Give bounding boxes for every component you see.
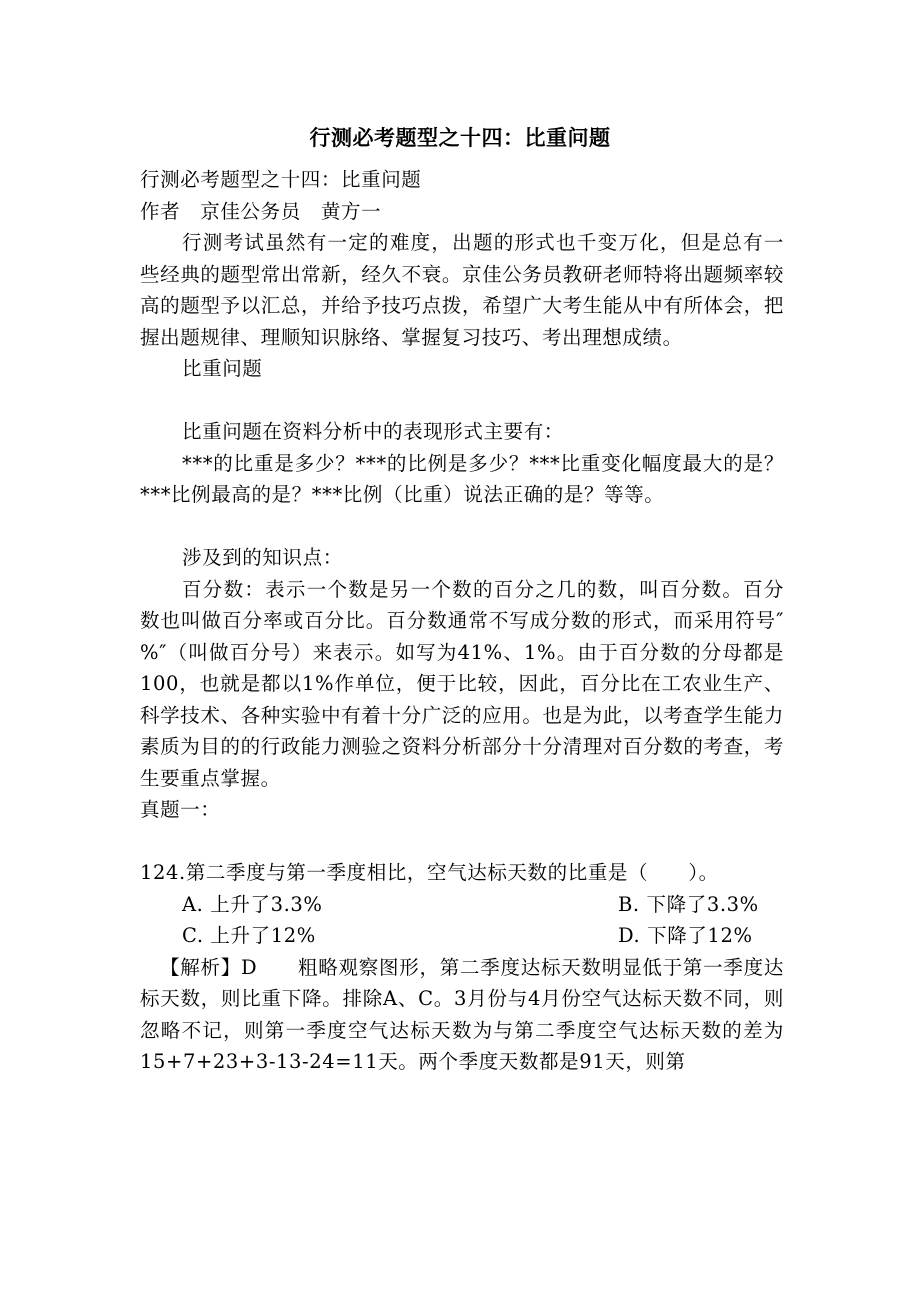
options-row-1 [140, 889, 784, 921]
example-label: 真题一： [140, 798, 221, 821]
options-row-2 [140, 920, 784, 952]
blank-line [140, 511, 784, 543]
blank-line [140, 385, 784, 417]
blank-line [140, 826, 784, 858]
intro-paragraph: 行测考试虽然有一定的难度，出题的形式也千变万化，但是总有一些经典的题型常出常新，经久不衰。京佳公务员教研老师特将出题频率较高的题型予以汇总，并给予技巧点拨，希望广大考生能从中有所体会，把握出题规律、理顺知识脉络、掌握复习技巧、考出理想成绩。 [140, 231, 784, 349]
subtitle: 行测必考题型之十四：比重问题 [140, 168, 422, 191]
forms-paragraph: ***的比重是多少？***的比例是多少？***比重变化幅度最大的是？***比例最高的是？***比例（比重）说法正确的是？等等。 [140, 451, 784, 506]
option-b: B. 下降了3.3% [618, 892, 759, 916]
option-d: D. 下降了12% [618, 924, 753, 947]
author-line: 作者 京佳公务员 黄方一 [140, 199, 382, 223]
document-title: 行测必考题型之十四：比重问题 [309, 126, 611, 150]
analysis-paragraph: 【解析】D 粗略观察图形，第二季度达标天数明显低于第一季度达标天数，则比重下降。排除A、C。3月份与4月份空气达标天数不同，则忽略不记，则第一季度空气达标天数为与第二季度空气达标天数的差为15+7+23+3-13-24=11天。两个季度天数都是91天，则第 [140, 955, 784, 1073]
option-a: A. 上升了3.3% [182, 892, 323, 916]
option-c: C. 上升了12% [182, 924, 316, 947]
forms-intro: 比重问题在资料分析中的表现形式主要有： [182, 420, 564, 443]
question-text: 124.第二季度与第一季度相比，空气达标天数的比重是（ ）。 [140, 861, 719, 884]
knowledge-paragraph: 百分数：表示一个数是另一个数的百分之几的数，叫百分数。百分数也叫做百分率或百分比。百分数通常不写成分数的形式，而采用符号″%″（叫做百分号）来表示。如写为41%、1%。由于百分数的分母都是100，也就是都以1%作单位，便于比较，因此，百分比在工农业生产、科学技术、各种实验中有着十分广泛的应用。也是为此，以考查学生能力素质为目的的行政能力测验之资料分析部分十分清理对百分数的考查，考生要重点掌握。 [140, 577, 784, 790]
section-heading: 比重问题 [182, 357, 263, 380]
knowledge-heading: 涉及到的知识点： [182, 546, 343, 569]
document-body [140, 164, 784, 1078]
